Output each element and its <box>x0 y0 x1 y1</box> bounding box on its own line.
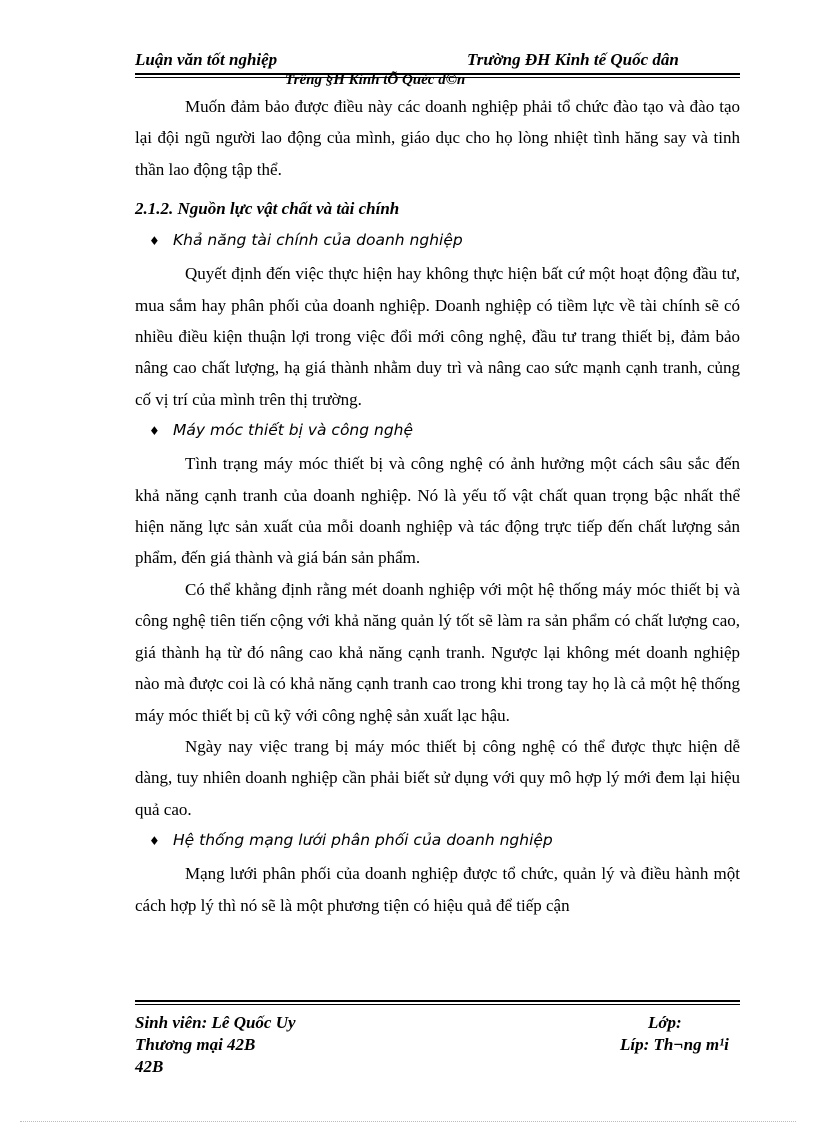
paragraph-1: Muốn đảm bảo được điều này các doanh nghiệp phải tổ chức đào tạo và đào tạo lại đội ngũ người lao động của mình, giáo dục cho họ lòng nhiệt tình hăng say và tinh thần lao động tập thể. <box>135 97 740 179</box>
footer-major: Thương mại 42B <box>135 1035 256 1054</box>
diamond-bullet-icon: ♦ <box>149 234 160 249</box>
diamond-bullet-icon: ♦ <box>149 834 160 849</box>
diamond-bullet-icon: ♦ <box>149 424 160 439</box>
bullet-item-finance <box>135 225 740 258</box>
section-heading: 2.1.2. Nguồn lực vật chất và tài chính <box>135 199 400 219</box>
header-thesis-title: Luận văn tốt nghiệp <box>135 50 278 69</box>
footer-student: Sinh viên: Lê Quốc Uy <box>135 1013 296 1032</box>
footer-code: 42B <box>135 1057 164 1076</box>
bullet-text: Khả năng tài chính của doanh nghiệp <box>173 231 463 250</box>
bullet-item-equipment <box>135 415 740 448</box>
paragraph-4: Có thể khẳng định rằng mét doanh nghiệp với một hệ thống máy móc thiết bị và công nghệ tiên tiến cộng với khả năng quản lý tốt sẽ làm ra sản phẩm có chất lượng cao, giá thành hạ từ đó nâng cao khả năng cạnh tranh. Ngược lại không mét doanh nghiệp nào mà được coi là có khả năng cạnh tranh cao trong khi trong tay họ là cả một hệ thống máy móc thiết bị cũ kỹ với công nghệ sản xuất lạc hậu. <box>135 579 740 725</box>
header-garbled-text: Trêng §H Kinh tÕ Quèc d©n <box>285 72 466 88</box>
document-body <box>135 91 740 921</box>
footer-divider-thin <box>135 1004 740 1005</box>
footer-class-label: Lớp: <box>648 1013 682 1032</box>
header-university: Trường ĐH Kinh tế Quốc dân <box>467 50 679 69</box>
paragraph-2: Quyết định đến việc thực hiện hay không thực hiện bất cứ một hoạt động đầu tư, mua sắm hay phân phối của doanh nghiệp. Doanh nghiệp có tiềm lực về tài chính sẽ có nhiều điều kiện thuận lợi trong việc đổi mới công nghệ, đầu tư trang thiết bị, đảm bảo nâng cao chất lượng, hạ giá thành nhằm duy trì và nâng cao sức mạnh cạnh tranh, củng cố vị trí của mình trên thị trường. <box>135 264 740 409</box>
bullet-text: Máy móc thiết bị và công nghệ <box>173 421 414 440</box>
page-edge-dotted-line <box>20 1121 796 1122</box>
footer-divider <box>135 1000 740 1002</box>
footer-class-garbled: Líp: Th¬ng m¹i <box>620 1035 729 1054</box>
paragraph-5: Ngày nay việc trang bị máy móc thiết bị công nghệ có thể được thực hiện dễ dàng, tuy nhiên doanh nghiệp cần phải biết sử dụng với quy mô hợp lý mới đem lại hiệu quả cao. <box>135 736 740 819</box>
paragraph-3: Tình trạng máy móc thiết bị và công nghệ có ảnh hưởng một cách sâu sắc đến khả năng cạnh tranh của doanh nghiệp. Nó là yếu tố vật chất quan trọng bậc nhất thể hiện năng lực sản xuất của mỗi doanh nghiệp và tác động trực tiếp đến chất lượng sản phẩm, đến giá thành và giá bán sản phẩm. <box>135 454 740 568</box>
bullet-text: Hệ thống mạng lưới phân phối của doanh nghiệp <box>173 831 553 850</box>
paragraph-6: Mạng lưới phân phối của doanh nghiệp được tổ chức, quản lý và điều hành một cách hợp lý thì nó sẽ là một phương tiện có hiệu quả để tiếp cận <box>135 864 740 915</box>
bullet-item-distribution <box>135 825 740 858</box>
